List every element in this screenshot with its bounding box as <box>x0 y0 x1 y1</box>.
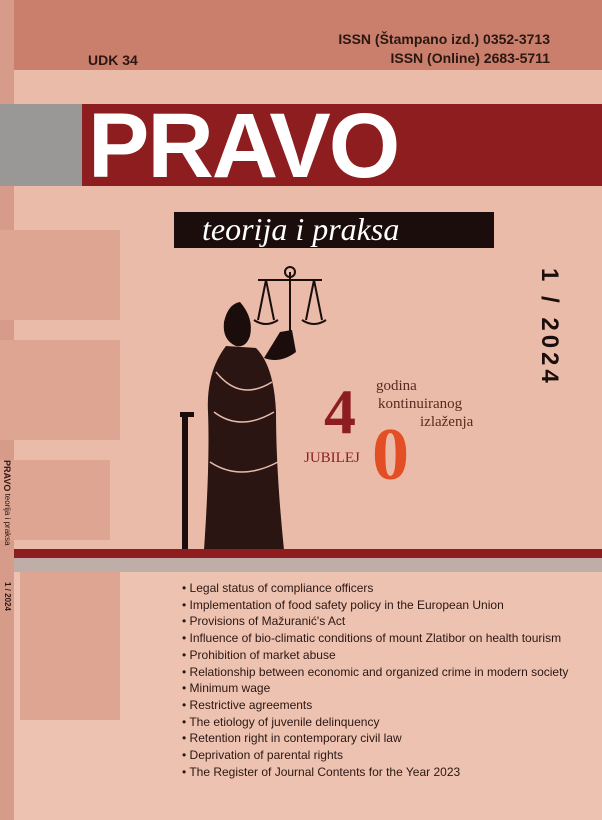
list-item: • Restrictive agreements <box>182 697 568 714</box>
list-item: • Minimum wage <box>182 680 568 697</box>
list-item: • Implementation of food safety policy in the European Union <box>182 597 568 614</box>
list-item: • Prohibition of market abuse <box>182 647 568 664</box>
spine-issue: 1 / 2024 <box>3 582 12 611</box>
list-item: • Legal status of compliance officers <box>182 580 568 597</box>
jubilee-line1: godina <box>376 378 417 394</box>
issn-online: ISSN (Online) 2683-5711 <box>390 50 550 66</box>
journal-subtitle: teorija i praksa <box>202 211 400 247</box>
list-item: • Influence of bio-climatic conditions of mount Zlatibor on health tourism <box>182 630 568 647</box>
jubilee-line2: kontinuiranog <box>378 396 463 412</box>
jubilee-number-zero: 0 <box>372 414 409 496</box>
list-item: • The Register of Journal Contents for the Year 2023 <box>182 764 568 781</box>
divider-red <box>14 549 602 558</box>
journal-title: PRAVO <box>88 95 399 197</box>
udk-code: UDK 34 <box>88 52 138 68</box>
list-item: • The etiology of juvenile delinquency <box>182 714 568 731</box>
spine-title-main: PRAVO <box>2 460 12 492</box>
divider-grey <box>14 558 602 572</box>
list-item: • Deprivation of parental rights <box>182 747 568 764</box>
jubilee-line3: izlaženja <box>420 414 474 430</box>
jubilee-label: JUBILEJ <box>304 450 360 466</box>
spine-title <box>2 460 12 546</box>
list-item: • Retention right in contemporary civil law <box>182 730 568 747</box>
issue-number: 1 / 2024 <box>536 268 563 387</box>
contents-list <box>182 580 568 780</box>
watermark-shapes <box>0 220 140 760</box>
lady-justice-illustration <box>180 262 340 562</box>
spine-title-sub: teorija i praksa <box>3 493 12 546</box>
jubilee-number-four: 4 <box>324 376 356 447</box>
issn-print: ISSN (Štampano izd.) 0352-3713 <box>338 31 550 47</box>
title-grey-bar <box>0 104 82 186</box>
list-item: • Provisions of Mažuranić's Act <box>182 613 568 630</box>
list-item: • Relationship between economic and organized crime in modern society <box>182 664 568 681</box>
issn-block <box>338 30 550 68</box>
